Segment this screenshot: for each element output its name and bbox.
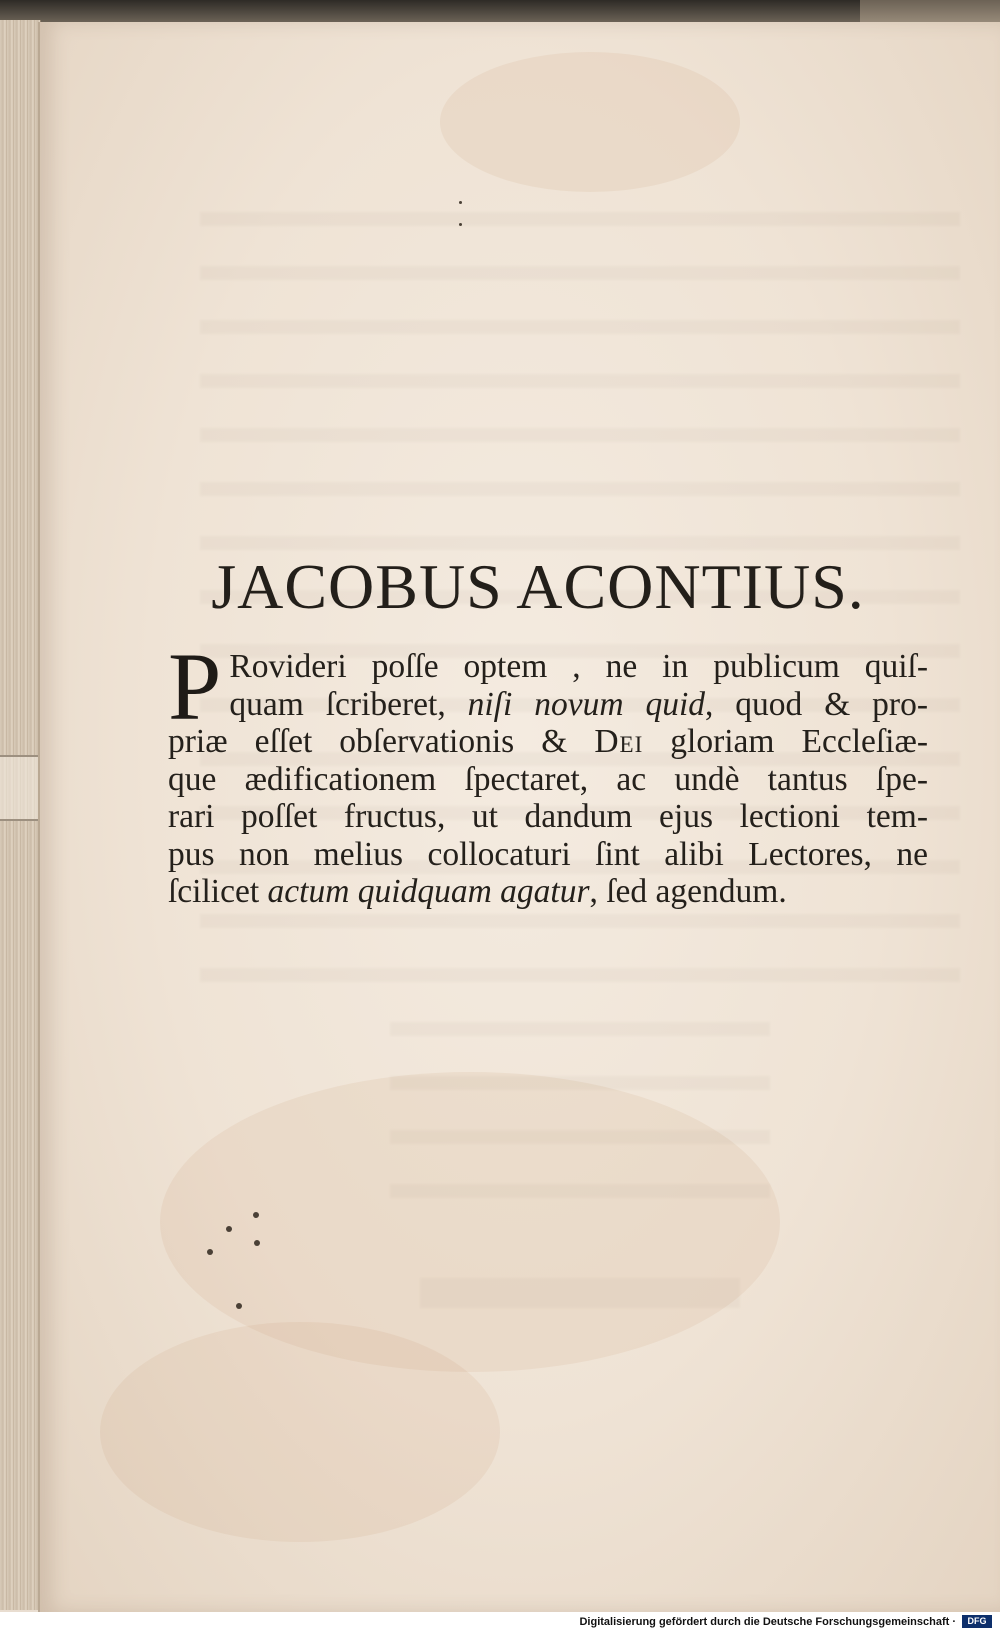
footer-bar	[0, 1612, 1000, 1630]
text-segment: Roviderі poſſe optem , ne in publicum quiſ-	[229, 648, 928, 685]
text-line	[168, 648, 928, 686]
footer-credit: Digitalisierung gefördert durch die Deutsche Forschungsgemeinschaft ·	[579, 1616, 956, 1628]
dfg-logo: DFG	[962, 1615, 992, 1628]
text-segment: , ſed agendum.	[589, 873, 787, 910]
paper-speck	[459, 201, 462, 204]
scanner-edge-top	[0, 0, 1000, 22]
paper-speck	[226, 1226, 232, 1232]
page-title: JACOBUS ACONTIUS.	[211, 551, 865, 622]
paper-speck	[207, 1249, 213, 1255]
text-segment: priæ eſſet obſervationis &	[168, 723, 595, 760]
text-line	[168, 723, 928, 761]
paper-speck	[236, 1303, 242, 1309]
text-segment: , quod & pro-	[705, 685, 928, 723]
text-line	[168, 686, 928, 724]
drop-cap: P	[168, 633, 222, 740]
paper-speck	[254, 1240, 260, 1246]
text-line	[168, 836, 928, 874]
paper-speck	[253, 1212, 259, 1218]
paper-stain	[100, 1322, 500, 1542]
text-segment: que ædificationem ſpectaret, ac undè tantus ſpe-	[168, 760, 928, 798]
text-line	[168, 798, 928, 836]
text-segment: gloriam Eccleſiæ-	[643, 723, 928, 760]
paper-speck	[459, 223, 462, 226]
text-segment: Dei	[594, 723, 644, 760]
body-paragraph	[168, 633, 928, 911]
text-segment: rari poſſet fructus, ut dandum ejus lectioni tem-	[168, 798, 928, 835]
text-segment: ſcilicet	[168, 873, 268, 910]
italic-phrase: actum quidquam agatur	[267, 873, 590, 910]
text-segment: pus non melius collocaturi ſint alibi Lectores, ne	[168, 835, 928, 873]
text-segment: quam ſcriberet,	[229, 685, 468, 723]
text-line	[168, 873, 928, 911]
italic-phrase: niſi novum quid	[467, 685, 705, 723]
paper-stain	[440, 52, 740, 192]
text-line	[168, 761, 928, 799]
